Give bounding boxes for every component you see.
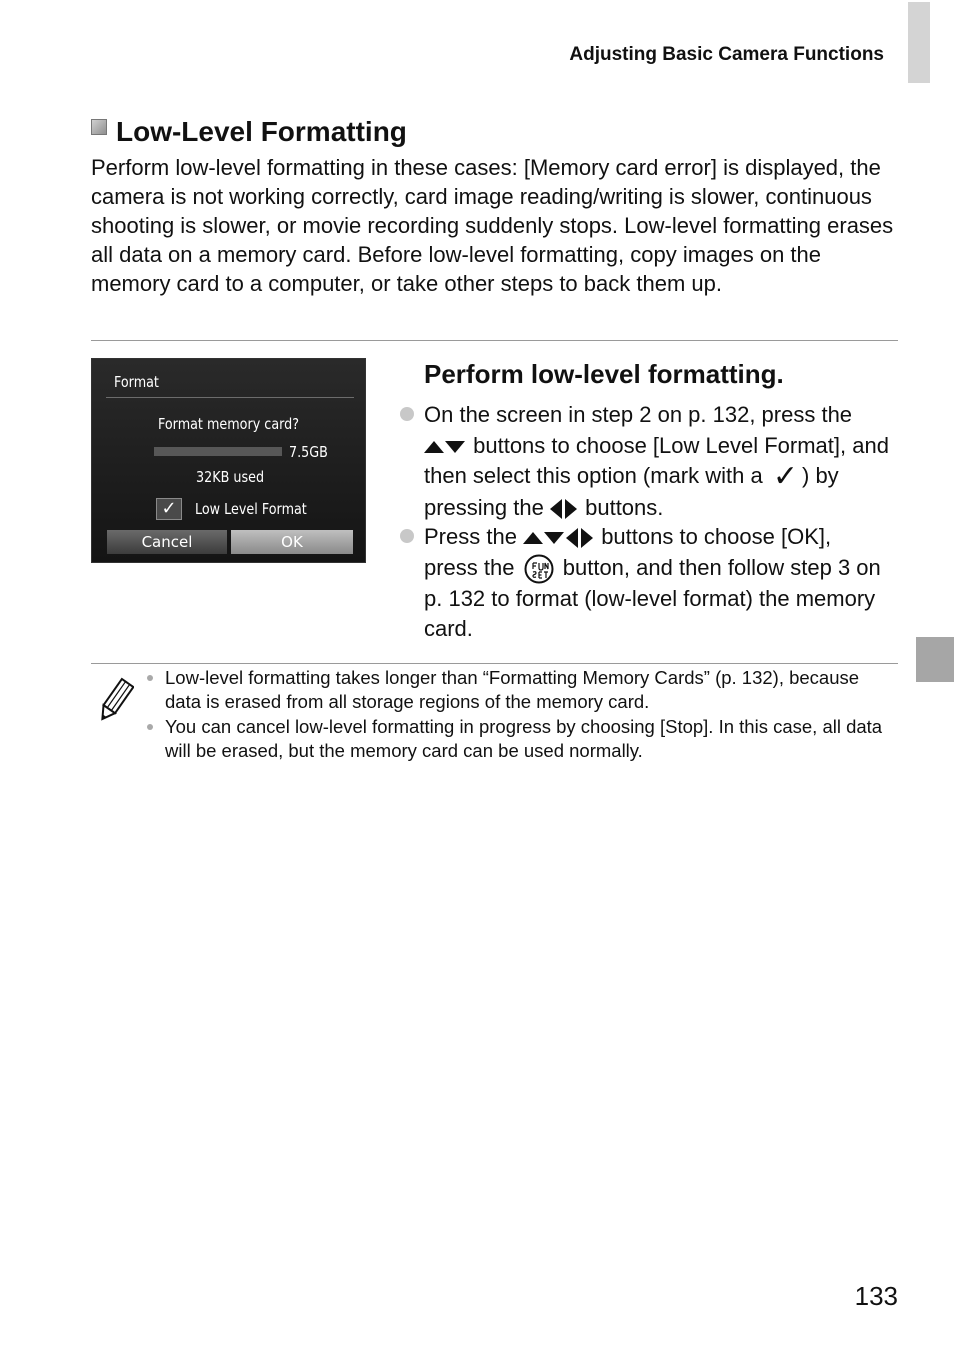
right-arrow-icon xyxy=(565,499,577,519)
pencil-icon xyxy=(96,677,134,725)
screen-title: Format xyxy=(114,373,159,391)
bullet-marker xyxy=(400,529,414,543)
bullet-1-text-e: buttons. xyxy=(585,494,664,520)
capacity-bar xyxy=(154,447,282,456)
step-bullet-2 xyxy=(424,522,904,645)
chapter-tab-marker xyxy=(916,637,954,682)
note-1: Low-level formatting takes longer than “Formatting Memory Cards” (p. 132), because data is erased from all storage regions of the memory card. xyxy=(165,667,860,712)
running-header: Adjusting Basic Camera Functions xyxy=(569,44,884,65)
bullet-1-text-c: ) xyxy=(801,463,810,488)
camera-screen-illustration xyxy=(91,358,366,563)
screen-divider xyxy=(106,397,354,398)
up-arrow-icon xyxy=(424,441,444,453)
bullet-1-text-a: On the screen in step 2 on p. 132, press the xyxy=(424,402,853,427)
low-level-format-checkbox[interactable]: ✓ xyxy=(156,498,182,520)
ok-button[interactable]: OK xyxy=(231,530,353,554)
bullet-2-text-a: Press the xyxy=(424,524,517,549)
checkmark-icon: ✓ xyxy=(772,460,798,493)
left-arrow-icon xyxy=(566,528,578,548)
note-bullet xyxy=(147,675,153,681)
func-set-button-icon xyxy=(524,554,554,584)
step-title: Perform low-level formatting. xyxy=(424,359,784,389)
bullet-marker xyxy=(400,407,414,421)
note-divider xyxy=(91,663,898,664)
screen-question: Format memory card? xyxy=(158,415,300,433)
divider xyxy=(91,340,898,341)
down-arrow-icon xyxy=(544,532,564,544)
note-2: You can cancel low-level formatting in progress by choosing [Stop]. In this case, all data will be erased, but the memory card can be used normally. xyxy=(165,716,883,761)
bullet-1-text-b: buttons to choose [Low Level Format], and then select this option (mark with a xyxy=(424,432,889,488)
low-level-format-label: Low Level Format xyxy=(195,500,307,518)
down-arrow-icon xyxy=(445,441,465,453)
capacity-label: 7.5GB xyxy=(289,443,328,461)
bullet-2-text-b: buttons to choose [OK], xyxy=(601,524,832,549)
bullet-2-text-d: button, and then follow step 3 on p. 132 to format (low-level format) the memory card. xyxy=(424,554,881,642)
section-heading xyxy=(91,116,407,148)
page-number: 133 xyxy=(854,1281,898,1311)
intro-paragraph: Perform low-level formatting in these cases: [Memory card error] is displayed, the camera is not working correctly, card image reading/writing is slower, continuous shooting is slower, or movie recording suddenly stops. Low-level formatting erases all data on a memory card. Before low-level formatting, copy images on the memory card to a computer, or take other steps to back them up. xyxy=(91,155,894,296)
note-bullet xyxy=(147,724,153,730)
right-arrow-icon xyxy=(581,528,593,548)
left-arrow-icon xyxy=(550,499,562,519)
bullet-2-text-c: press the xyxy=(424,554,515,580)
section-title: Low-Level Formatting xyxy=(116,116,407,147)
cancel-button[interactable]: Cancel xyxy=(107,530,227,554)
header-tab-marker xyxy=(908,2,930,83)
used-label: 32KB used xyxy=(196,468,265,486)
bullet-1-text-d: by pressing the xyxy=(424,463,839,520)
step-bullet-1 xyxy=(424,400,904,523)
gray-square-icon xyxy=(91,119,107,135)
up-arrow-icon xyxy=(523,532,543,544)
